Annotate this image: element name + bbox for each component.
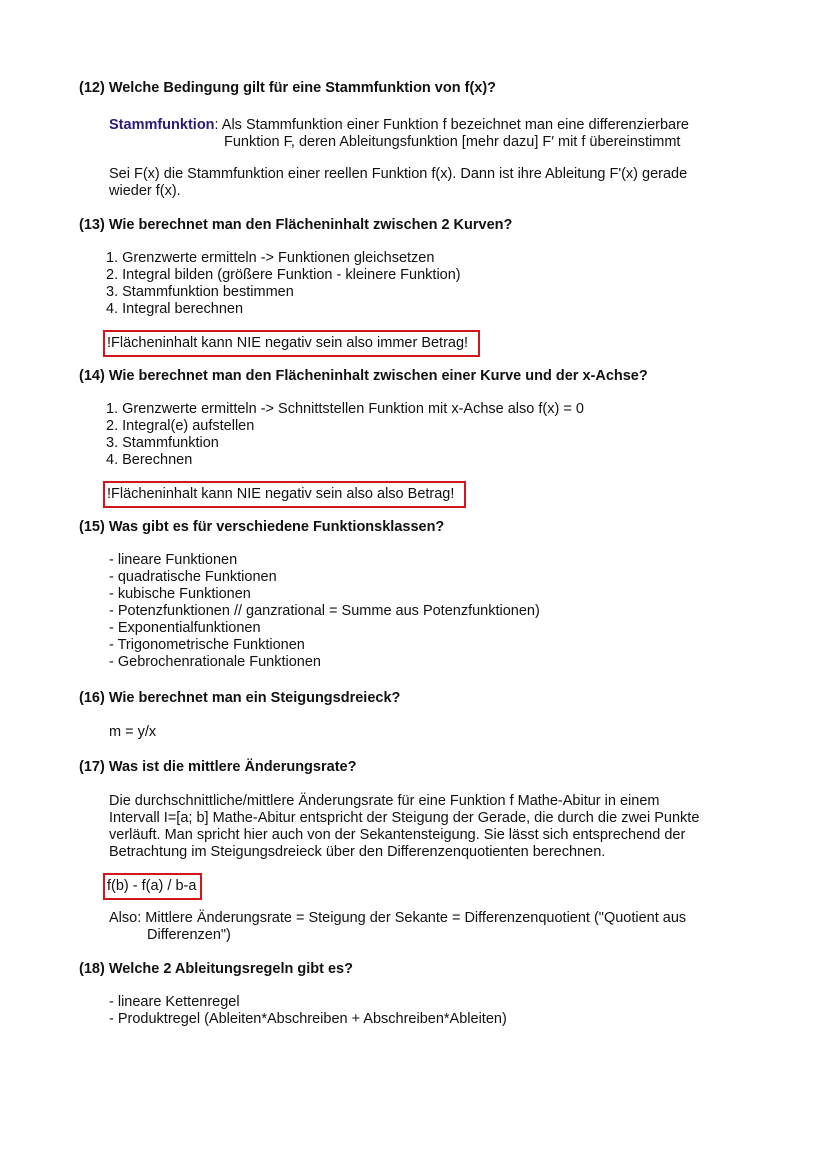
list-item: - lineare Funktionen [109, 552, 238, 568]
list-item: 1. Grenzwerte ermitteln -> Funktionen gleichsetzen [106, 250, 435, 266]
list-item: - Gebrochenrationale Funktionen [109, 654, 321, 670]
question-18 [79, 960, 779, 1028]
steps-list [106, 401, 779, 469]
steps-list [106, 250, 779, 318]
definition-term: Stammfunktion [109, 117, 215, 133]
question-12-title: (12) Welche Bedingung gilt für eine Stammfunktion von f(x)? [79, 80, 497, 96]
list-item: - lineare Kettenregel [109, 994, 240, 1010]
explanation-line: Betrachtung im Steigungsdreieck über den Differenzenquotienten berechnen. [109, 844, 606, 860]
question-16 [79, 689, 779, 741]
list-item: 3. Stammfunktion [106, 435, 219, 451]
question-12 [79, 79, 779, 200]
highlight-formula: f(b) - f(a) / b-a [103, 873, 202, 900]
list-item: 2. Integral(e) aufstellen [106, 418, 255, 434]
question-18-title: (18) Welche 2 Ableitungsregeln gibt es? [79, 961, 353, 977]
explanation-line: verläuft. Man spricht hier auch von der Sekantensteigung. Sie lässt sich entsprechend der [109, 827, 686, 843]
list-item: - Produktregel (Ableiten*Abschreiben + Abschreiben*Ableiten) [109, 1011, 507, 1027]
list-item: - kubische Funktionen [109, 586, 251, 602]
list-item: 1. Grenzwerte ermitteln -> Schnittstellen Funktion mit x-Achse also f(x) = 0 [106, 401, 584, 417]
question-14 [79, 367, 779, 508]
list-item: 4. Berechnen [106, 452, 193, 468]
explanation [109, 793, 779, 861]
list-item: - quadratische Funktionen [109, 569, 277, 585]
question-13 [79, 216, 779, 357]
definition-text-1: : Als Stammfunktion einer Funktion f bezeichnet man eine differenzierbare [214, 117, 689, 133]
list-item: - Exponentialfunktionen [109, 620, 261, 636]
highlight-note: !Flächeninhalt kann NIE negativ sein also also Betrag! [103, 481, 466, 508]
function-classes-list [109, 552, 779, 671]
question-15-title: (15) Was gibt es für verschiedene Funktionsklassen? [79, 519, 445, 535]
explanation-line: Intervall I=[a; b] Mathe-Abitur entspricht der Steigung der Gerade, die durch die zwei Punkte [109, 810, 700, 826]
list-item: - Trigonometrische Funktionen [109, 637, 305, 653]
list-item: 3. Stammfunktion bestimmen [106, 284, 294, 300]
question-14-title: (14) Wie berechnet man den Flächeninhalt zwischen einer Kurve und der x-Achse? [79, 368, 648, 384]
summary-line-1: Also: Mittlere Änderungsrate = Steigung der Sekante = Differenzenquotient ("Quotient aus [109, 910, 687, 926]
explanation [109, 166, 779, 200]
formula: m = y/x [109, 724, 157, 740]
explanation-line-2: wieder f(x). [109, 183, 181, 199]
rules-list [109, 994, 779, 1028]
definition [109, 117, 779, 151]
list-item: - Potenzfunktionen // ganzrational = Summe aus Potenzfunktionen) [109, 603, 540, 619]
question-16-title: (16) Wie berechnet man ein Steigungsdreieck? [79, 690, 401, 706]
summary [109, 910, 779, 944]
question-17 [79, 758, 779, 944]
question-15 [79, 518, 779, 671]
definition-text-2: Funktion F, deren Ableitungsfunktion [mehr dazu] F′ mit f übereinstimmt [224, 134, 681, 150]
question-13-title: (13) Wie berechnet man den Flächeninhalt zwischen 2 Kurven? [79, 217, 513, 233]
highlight-note: !Flächeninhalt kann NIE negativ sein also immer Betrag! [103, 330, 480, 357]
summary-line-2: Differenzen") [147, 927, 231, 943]
list-item: 2. Integral bilden (größere Funktion - kleinere Funktion) [106, 267, 461, 283]
explanation-line-1: Sei F(x) die Stammfunktion einer reellen Funktion f(x). Dann ist ihre Ableitung F'(x) gerade [109, 166, 688, 182]
list-item: 4. Integral berechnen [106, 301, 244, 317]
document-page [79, 79, 779, 1028]
question-17-title: (17) Was ist die mittlere Änderungsrate? [79, 759, 357, 775]
explanation-line: Die durchschnittliche/mittlere Änderungsrate für eine Funktion f Mathe-Abitur in einem [109, 793, 660, 809]
